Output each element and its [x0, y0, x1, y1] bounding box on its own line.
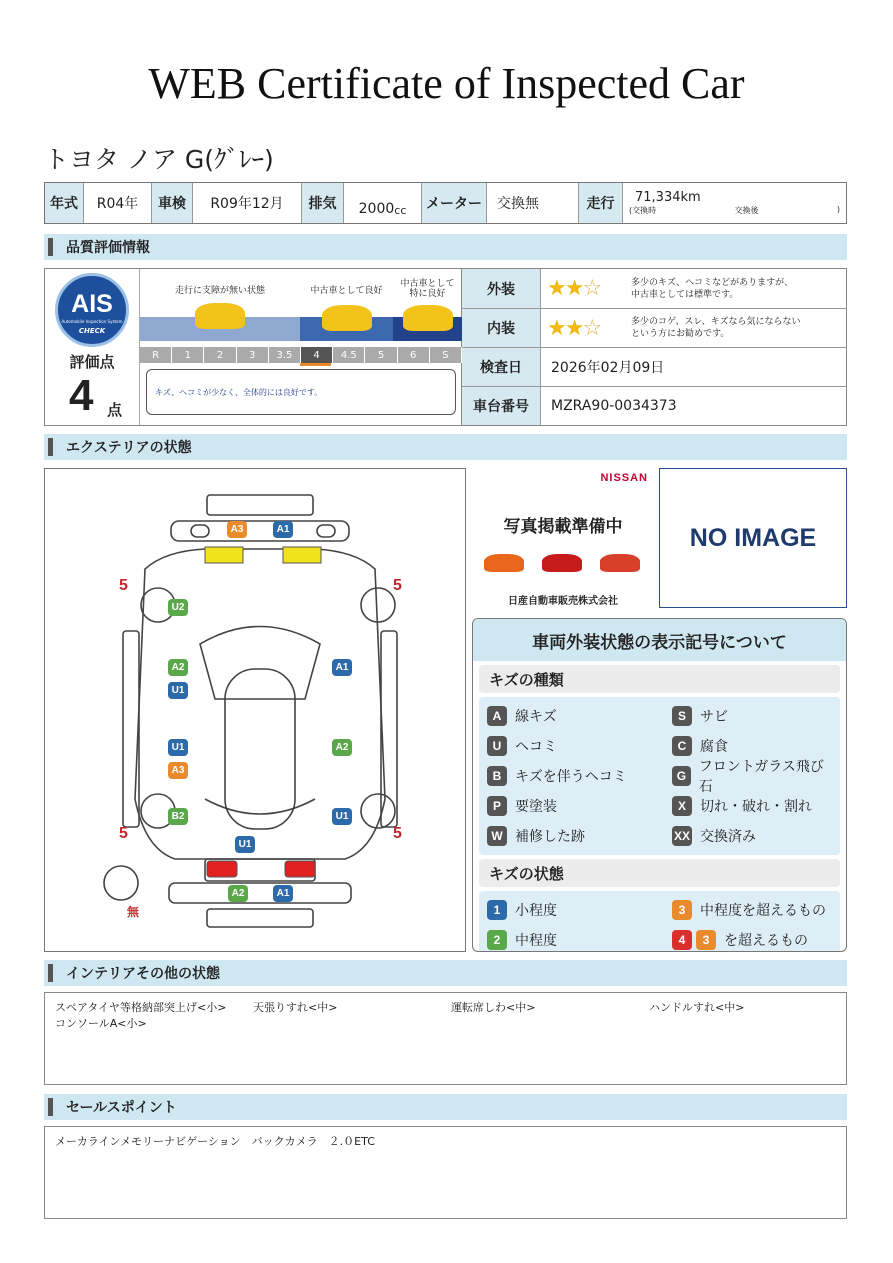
scale-step: 4: [301, 347, 333, 363]
page-title: WEB Certificate of Inspected Car: [148, 59, 745, 108]
scale-marker: [300, 363, 331, 366]
legend-type-item: XX 交換済み: [664, 821, 829, 851]
legend-state-item: 3 中程度を超えるもの: [664, 895, 829, 925]
car-outline: [45, 469, 465, 951]
damage-level-icon: 3: [696, 930, 716, 950]
damage-code-icon: XX: [672, 826, 692, 846]
tire-rating: 5: [119, 577, 128, 594]
tire-rating: 5: [393, 577, 402, 594]
scale-step: 5: [365, 347, 397, 363]
scale-head-2: 中古車として良好: [310, 286, 383, 296]
scale-step: 4.5: [333, 347, 365, 363]
car-illustration-1: [195, 303, 245, 329]
spec-table: [44, 182, 847, 224]
interior-note: スペアタイヤ等格納部突上げ<小>: [55, 1001, 227, 1014]
legend-state-item: 4 3 を超えるもの: [664, 925, 829, 952]
scale-head-1: 走行に支障が無い状態: [174, 286, 265, 296]
star-filled-icon: ★: [547, 315, 565, 341]
legend-type-item: X 切れ・破れ・割れ: [664, 791, 829, 821]
inspection-value: R09年12月: [193, 183, 302, 223]
damage-code-icon: B: [487, 766, 507, 786]
score-label: 評価点: [69, 353, 115, 371]
interior-notes: [44, 992, 847, 1085]
star-empty-icon: ☆: [582, 276, 601, 301]
legend-types: [479, 697, 840, 855]
damage-level-icon: 3: [672, 900, 692, 920]
star-filled-icon: ★: [564, 276, 583, 301]
legend-states-title: キズの状態: [479, 859, 840, 887]
nissan-logo: NISSAN: [600, 472, 648, 484]
damage-code-icon: C: [672, 736, 692, 756]
date-row: 検査日 2026年02月09日: [462, 348, 847, 387]
no-image-placeholder: NO IMAGE: [659, 468, 847, 608]
legend-type-item: S サビ: [664, 701, 829, 731]
meter-label: メーター: [422, 183, 487, 223]
legend-type-item: B キズを伴うヘコミ: [479, 761, 664, 791]
scale-step: S: [430, 347, 462, 363]
exterior-stars: [547, 276, 631, 301]
damage-diagram: [44, 468, 466, 952]
scale-step: 1: [172, 347, 204, 363]
meter-value: 交換無: [487, 183, 579, 223]
score-value: 4: [69, 371, 94, 420]
damage-mark: A2: [168, 659, 188, 676]
promo-company: 日産自動車販売株式会社: [508, 596, 618, 607]
legend-type-item: U ヘコミ: [479, 731, 664, 761]
scale-step: R: [140, 347, 172, 363]
damage-mark: U1: [168, 739, 188, 756]
inspection-label: 車検: [152, 183, 193, 223]
interior-note: 天張りすれ<中>: [253, 1001, 338, 1014]
damage-code-icon: U: [487, 736, 507, 756]
scale-step: 6: [398, 347, 430, 363]
sales-points: メーカラインメモリーナビゲーション バックカメラ ２.０ETC: [44, 1126, 847, 1219]
damage-mark: A2: [332, 739, 352, 756]
tire-rating: 5: [393, 825, 402, 842]
interior-note: コンソールA<小>: [55, 1017, 147, 1030]
damage-level-icon: 1: [487, 900, 507, 920]
mileage-value: 71,334km (交換時 交換後 ): [629, 190, 840, 215]
score-unit: 点: [107, 401, 123, 419]
year-label: 年式: [45, 183, 84, 223]
interior-row: 内装 ★★☆ 多少のコゲ、スレ、キズなら気にならない という方にお勧めです。: [462, 309, 847, 348]
grade-scale: [140, 347, 462, 363]
damage-mark: U1: [332, 808, 352, 825]
damage-mark: A3: [227, 521, 247, 538]
promo-title: 写真掲載準備中: [503, 517, 623, 537]
car-photo-icon: [600, 554, 640, 572]
car-photo-icon: [542, 554, 582, 572]
displacement-label: 排気: [302, 183, 344, 223]
section-exterior: エクステリアの状態: [44, 434, 847, 460]
scale-step: 2: [204, 347, 236, 363]
section-quality: 品質評価情報: [44, 234, 847, 260]
damage-code-icon: X: [672, 796, 692, 816]
car-illustration-2: [322, 305, 372, 331]
legend-type-item: W 補修した跡: [479, 821, 664, 851]
damage-level-icon: 2: [487, 930, 507, 950]
section-interior: インテリアその他の状態: [44, 960, 847, 986]
tire-rating: 5: [119, 825, 128, 842]
grade-comment: キズ、ヘコミが少なく、全体的には良好です。: [146, 369, 456, 415]
vin-row: 車台番号 MZRA90-0034373: [462, 387, 847, 425]
star-filled-icon: ★: [564, 315, 583, 341]
quality-details: [462, 269, 847, 425]
damage-code-icon: G: [672, 766, 691, 786]
legend-type-item: G フロントガラス飛び石: [664, 761, 829, 791]
car-photo-icon: [484, 554, 524, 572]
damage-code-icon: P: [487, 796, 507, 816]
car-illustration-3: [403, 305, 453, 331]
damage-mark: B2: [168, 808, 188, 825]
legend-types-title: キズの種類: [479, 665, 840, 693]
damage-code-icon: S: [672, 706, 692, 726]
scale-head-3: 中古車として 特に良好: [400, 279, 455, 299]
scale-step: 3: [237, 347, 269, 363]
legend-type-item: A 線キズ: [479, 701, 664, 731]
damage-mark: U1: [168, 682, 188, 699]
star-filled-icon: ★: [547, 276, 565, 301]
legend-title: 車両外装状態の表示記号について: [473, 619, 846, 661]
photo-pending-banner: [472, 468, 654, 608]
damage-mark: U2: [168, 599, 188, 616]
star-empty-icon: ☆: [582, 315, 601, 341]
legend-state-item: 2 中程度: [479, 925, 664, 952]
legend-states: [479, 891, 840, 952]
quality-panel: [44, 268, 847, 426]
scale-panel: [140, 269, 462, 425]
interior-note: 運転席しわ<中>: [451, 1001, 536, 1014]
damage-mark: A1: [273, 521, 293, 538]
car-name: トヨタ ノア G(ｸﾞﾚｰ): [44, 145, 274, 174]
damage-mark: U1: [235, 836, 255, 853]
scale-step: 3.5: [269, 347, 301, 363]
displacement-value: 2000 cc: [344, 183, 422, 223]
section-sales: セールスポイント: [44, 1094, 847, 1120]
damage-code-icon: W: [487, 826, 507, 846]
year-value: R04年: [84, 183, 152, 223]
mileage-label: 走行: [579, 183, 623, 223]
legend-state-item: 1 小程度: [479, 895, 664, 925]
score-box: [45, 269, 140, 425]
damage-mark: A2: [228, 885, 248, 902]
spare-tire-label: 無: [127, 905, 140, 919]
legend-type-item: P 要塗装: [479, 791, 664, 821]
damage-mark: A1: [332, 659, 352, 676]
damage-level-icon: 4: [672, 930, 692, 950]
exterior-row: 外装 ★★☆ 多少のキズ、ヘコミなどがありますが、 中古車としては標準です。: [462, 269, 847, 309]
damage-legend: [472, 618, 847, 952]
legend-type-item: C 腐食: [664, 731, 829, 761]
interior-note: ハンドルすれ<中>: [649, 1001, 745, 1014]
damage-mark: A3: [168, 762, 188, 779]
ais-logo: AIS Automobile Inspection System CHECK: [55, 273, 129, 347]
interior-stars: [547, 316, 631, 341]
damage-mark: A1: [273, 885, 293, 902]
damage-code-icon: A: [487, 706, 507, 726]
